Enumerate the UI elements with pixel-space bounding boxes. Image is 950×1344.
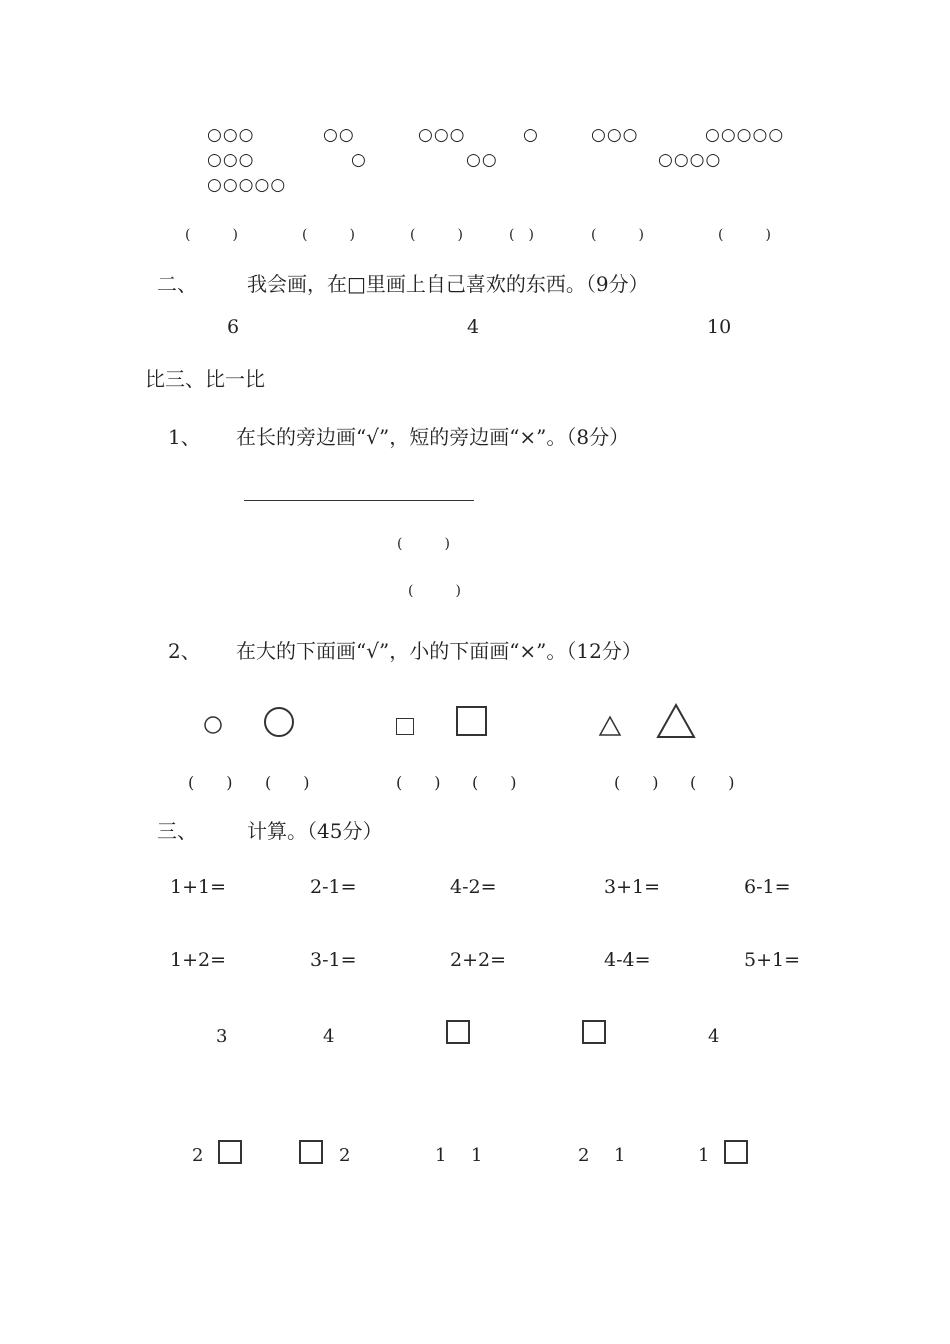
calc-problem: 2+2= bbox=[450, 949, 507, 971]
question-text: 在长的旁边画“√”，短的旁边画“×”。（8分） bbox=[236, 425, 630, 449]
draw-number: 10 bbox=[707, 316, 732, 338]
answer-paren: ( ) bbox=[472, 773, 517, 792]
large-square-icon bbox=[456, 706, 487, 736]
answer-paren: ( ) bbox=[396, 773, 441, 792]
answer-paren: ( ) bbox=[265, 773, 310, 792]
calc-problem: 2-1= bbox=[310, 876, 357, 898]
small-square-icon bbox=[396, 718, 414, 735]
number: 2 bbox=[339, 1145, 351, 1166]
answer-paren: ( ) bbox=[302, 227, 355, 243]
answer-paren: ( ) bbox=[591, 227, 644, 243]
section-title: 我会画，在□里画上自己喜欢的东西。（9分） bbox=[247, 272, 649, 296]
section-title: 比三、比一比 bbox=[145, 367, 265, 391]
section-number: 三、 bbox=[157, 819, 197, 843]
circle-group-5: ○○○ bbox=[591, 125, 639, 145]
circle-group-7: ○○○ bbox=[207, 150, 255, 170]
answer-box[interactable] bbox=[446, 1020, 470, 1044]
answer-box[interactable] bbox=[582, 1020, 606, 1044]
circle-group-10: ○○○○ bbox=[658, 150, 722, 170]
number: 1 bbox=[614, 1145, 626, 1166]
calc-problem: 6-1= bbox=[744, 876, 791, 898]
small-triangle-icon bbox=[598, 715, 622, 737]
answer-paren: ( ) bbox=[410, 227, 463, 243]
small-circle-icon bbox=[203, 715, 223, 735]
answer-paren: ( ) bbox=[718, 227, 771, 243]
circle-group-9: ○○ bbox=[466, 150, 498, 170]
calc-problem: 3-1= bbox=[310, 949, 357, 971]
answer-paren: ( ) bbox=[397, 536, 450, 552]
number: 4 bbox=[708, 1026, 720, 1047]
calc-problem: 4-2= bbox=[450, 876, 497, 898]
calc-problem: 1+1= bbox=[170, 876, 227, 898]
circle-group-11: ○○○○○ bbox=[207, 175, 287, 195]
answer-paren: ( ) bbox=[509, 227, 534, 243]
calc-problem: 5+1= bbox=[744, 949, 801, 971]
calc-problem: 3+1= bbox=[604, 876, 661, 898]
circle-group-2: ○○ bbox=[323, 125, 355, 145]
answer-paren: ( ) bbox=[185, 227, 238, 243]
question-text: 在大的下面画“√”，小的下面画“×”。（12分） bbox=[236, 639, 642, 663]
number: 2 bbox=[192, 1145, 204, 1166]
number: 1 bbox=[435, 1145, 447, 1166]
circle-group-3: ○○○ bbox=[418, 125, 466, 145]
question-number: 1、 bbox=[168, 425, 201, 449]
number: 2 bbox=[578, 1145, 590, 1166]
answer-box[interactable] bbox=[299, 1140, 323, 1164]
answer-paren: ( ) bbox=[690, 773, 735, 792]
draw-number: 4 bbox=[467, 316, 480, 338]
number: 1 bbox=[698, 1145, 710, 1166]
answer-paren: ( ) bbox=[614, 773, 659, 792]
long-line bbox=[244, 500, 474, 501]
large-triangle-icon bbox=[656, 703, 696, 739]
number: 3 bbox=[216, 1026, 228, 1047]
section-title: 计算。（45分） bbox=[247, 819, 383, 843]
circle-group-1: ○○○ bbox=[207, 125, 255, 145]
circle-group-4: ○ bbox=[523, 125, 539, 145]
calc-problem: 1+2= bbox=[170, 949, 227, 971]
circle-group-6: ○○○○○ bbox=[705, 125, 785, 145]
large-circle-icon bbox=[263, 706, 295, 738]
answer-paren: ( ) bbox=[188, 773, 233, 792]
draw-number: 6 bbox=[227, 316, 240, 338]
answer-paren: ( ) bbox=[408, 583, 461, 599]
question-number: 2、 bbox=[168, 639, 201, 663]
answer-box[interactable] bbox=[724, 1140, 748, 1164]
answer-box[interactable] bbox=[218, 1140, 242, 1164]
number: 4 bbox=[323, 1026, 335, 1047]
section-number: 二、 bbox=[157, 272, 197, 296]
number: 1 bbox=[471, 1145, 483, 1166]
circle-group-8: ○ bbox=[351, 150, 367, 170]
calc-problem: 4-4= bbox=[604, 949, 651, 971]
